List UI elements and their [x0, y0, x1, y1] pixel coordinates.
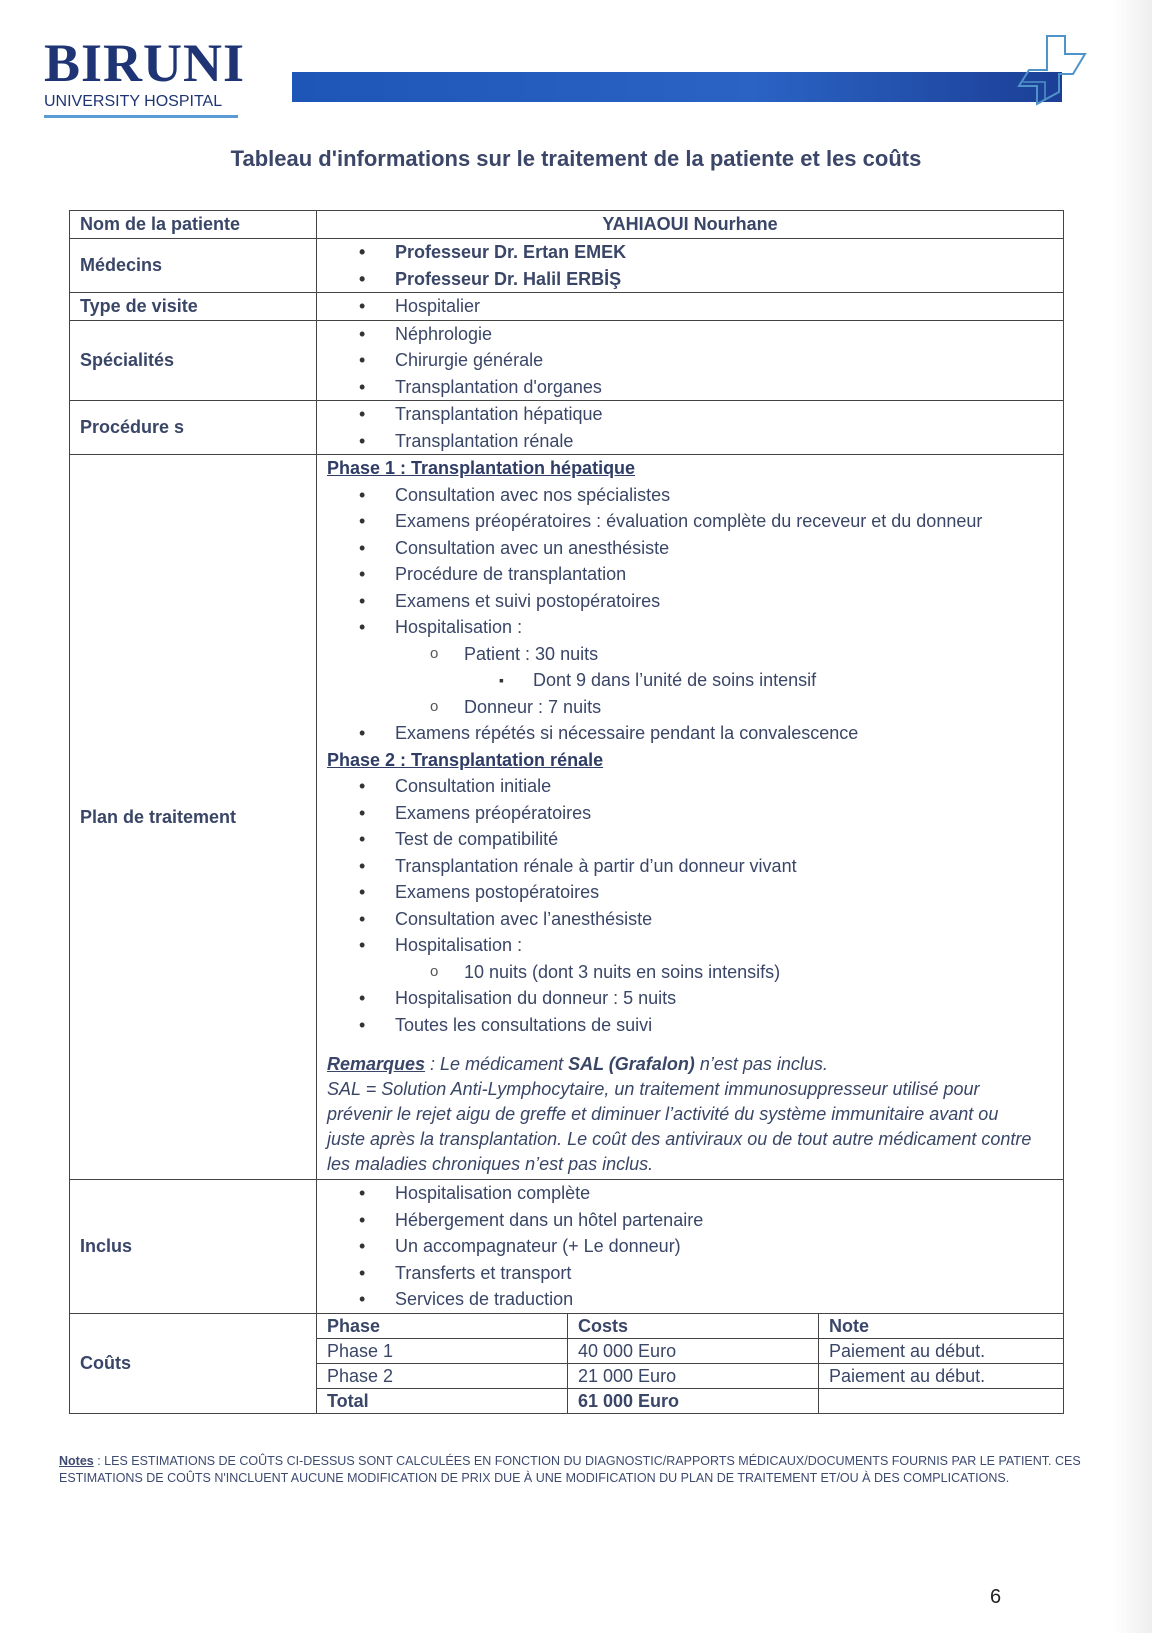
list-item: • Chirurgie générale	[395, 347, 1063, 374]
list-item: • Néphrologie	[395, 321, 1063, 348]
visit-list	[317, 293, 1063, 320]
included-label: Inclus	[70, 1180, 317, 1314]
list-item: • Hospitalisation complète	[395, 1180, 1063, 1207]
list-item: o Donneur : 7 nuits	[464, 694, 1063, 721]
list-item: • Consultation avec l’anesthésiste	[395, 906, 1063, 933]
logo-subtitle: UNIVERSITY HOSPITAL	[44, 93, 223, 110]
notes-label: Notes	[59, 1454, 94, 1468]
list-item: • Test de compatibilité	[395, 826, 1063, 853]
list-item: • Transferts et transport	[395, 1260, 1063, 1287]
phase2-title: Phase 2 : Transplantation rénale	[327, 749, 604, 770]
specialties-list	[317, 321, 1063, 401]
list-item: • Hospitalisation du donneur : 5 nuits	[395, 985, 1063, 1012]
list-item: • Transplantation rénale à partir d’un donneur vivant	[395, 853, 1063, 880]
patient-name: YAHIAOUI Nourhane	[317, 211, 1064, 239]
medical-cross-icon	[1015, 30, 1105, 120]
list-item: • Transplantation d'organes	[395, 374, 1063, 401]
included-row	[70, 1180, 1064, 1314]
costs-header-costs: Costs	[568, 1314, 819, 1339]
remarks-body: SAL = Solution Anti-Lymphocytaire, un traitement immunosuppresseur utilisé pour prévenir le rejet aigu de greffe et diminuer l’activité du système immunitaire avant ou juste après la transplantation. Le coût des antiviraux ou de tout autre médicament contre les maladies chroniques n’est pas inclus.	[327, 1079, 1032, 1174]
list-item: • Services de traduction	[395, 1286, 1063, 1313]
list-item: • Procédure de transplantation	[395, 561, 1063, 588]
phase1-list	[317, 482, 1063, 747]
included-list	[317, 1180, 1063, 1313]
page-title: Tableau d'informations sur le traitement de la patiente et les coûts	[230, 146, 922, 171]
remarks-intro: : Le médicament	[425, 1054, 569, 1074]
page-number: 6	[990, 1586, 1002, 1608]
list-item: • Examens préopératoires	[395, 800, 1063, 827]
list-item	[395, 614, 1063, 720]
table-row	[317, 1363, 1063, 1388]
list-item: • Toutes les consultations de suivi	[395, 1012, 1063, 1039]
cost-phase: Phase 1	[317, 1338, 568, 1363]
list-item: o 10 nuits (dont 3 nuits en soins intensifs)	[464, 959, 1063, 986]
procedures-row	[70, 401, 1064, 455]
procedures-list	[317, 401, 1063, 454]
doctors-label: Médecins	[70, 239, 317, 293]
header-bar	[292, 72, 1062, 102]
procedures-label: Procédure s	[70, 401, 317, 455]
cost-amount: 40 000 Euro	[568, 1338, 819, 1363]
phase1-hosp-sublist	[395, 641, 1063, 721]
remarks-drug: SAL (Grafalon)	[568, 1054, 695, 1074]
phase2-list	[317, 773, 1063, 1038]
logo-name: BIRUNI	[44, 33, 246, 93]
list-item: • Professeur Dr. Halil ERBİŞ	[395, 266, 1063, 293]
page-edge-shadow	[1112, 0, 1152, 1633]
cost-amount: 21 000 Euro	[568, 1363, 819, 1388]
hospital-logo	[44, 33, 246, 118]
patient-nights: Patient : 30 nuits	[464, 643, 599, 664]
list-item: • Consultation initiale	[395, 773, 1063, 800]
notes-text: : LES ESTIMATIONS DE COÛTS CI-DESSUS SONT CALCULÉES EN FONCTION DU DIAGNOSTIC/RAPPORTS MÉDICAUX/DOCUMENTS FOURNIS PAR LE PATIENT. CES ESTIMATIONS DE COÛTS N'INCLUENT AUCUNE MODIFICATION DE PRIX DUE À UNE MODIFICATION DU PLAN DE TRAITEMENT ET/OU À DES COMPLICATIONS.	[59, 1454, 1081, 1485]
visit-label: Type de visite	[70, 293, 317, 321]
total-label: Total	[317, 1388, 568, 1413]
list-item: • Transplantation hépatique	[395, 401, 1063, 428]
costs-header-row	[317, 1314, 1063, 1339]
costs-table	[317, 1314, 1063, 1413]
doctors-list	[317, 239, 1063, 292]
total-note	[819, 1388, 1064, 1413]
patient-label: Nom de la patiente	[70, 211, 317, 239]
footnote	[59, 1453, 1099, 1487]
list-item: • Examens répétés si nécessaire pendant la convalescence	[395, 720, 1063, 747]
visit-row	[70, 293, 1064, 321]
costs-row	[70, 1313, 1064, 1413]
list-item: • Consultation avec nos spécialistes	[395, 482, 1063, 509]
list-item: • Examens postopératoires	[395, 879, 1063, 906]
logo-underline	[44, 115, 238, 118]
cost-note: Paiement au début.	[819, 1338, 1064, 1363]
list-item	[395, 932, 1063, 985]
total-amount: 61 000 Euro	[568, 1388, 819, 1413]
phase1-hospitalisation: Hospitalisation :	[395, 617, 523, 637]
costs-total-row	[317, 1388, 1063, 1413]
list-item: • Consultation avec un anesthésiste	[395, 535, 1063, 562]
cost-note: Paiement au début.	[819, 1363, 1064, 1388]
list-item: • Un accompagnateur (+ Le donneur)	[395, 1233, 1063, 1260]
phase2-hosp-sublist	[395, 959, 1063, 986]
list-item	[464, 641, 1063, 694]
cost-phase: Phase 2	[317, 1363, 568, 1388]
list-item: • Examens préopératoires : évaluation complète du receveur et du donneur	[395, 508, 1063, 535]
phase2-hospitalisation: Hospitalisation :	[395, 935, 523, 955]
remarks-block	[317, 1038, 1063, 1179]
treatment-info-table	[69, 210, 1064, 1414]
patient-nights-sublist	[464, 667, 1063, 694]
costs-label: Coûts	[70, 1313, 317, 1413]
list-item: ▪ Dont 9 dans l’unité de soins intensif	[533, 667, 1063, 694]
list-item: • Hospitalier	[395, 293, 1063, 320]
plan-row	[70, 455, 1064, 1180]
specialties-row	[70, 320, 1064, 401]
patient-row	[70, 211, 1064, 239]
costs-header-note: Note	[819, 1314, 1064, 1339]
specialties-label: Spécialités	[70, 320, 317, 401]
plan-label: Plan de traitement	[70, 455, 317, 1180]
costs-header-phase: Phase	[317, 1314, 568, 1339]
list-item: • Professeur Dr. Ertan EMEK	[395, 239, 1063, 266]
doctors-row	[70, 239, 1064, 293]
remarks-intro-end: n’est pas inclus.	[694, 1054, 828, 1074]
table-row	[317, 1338, 1063, 1363]
list-item: • Hébergement dans un hôtel partenaire	[395, 1207, 1063, 1234]
list-item: • Examens et suivi postopératoires	[395, 588, 1063, 615]
list-item: • Transplantation rénale	[395, 428, 1063, 455]
remarks-label: Remarques	[327, 1054, 426, 1074]
phase1-title: Phase 1 : Transplantation hépatique	[327, 458, 636, 478]
